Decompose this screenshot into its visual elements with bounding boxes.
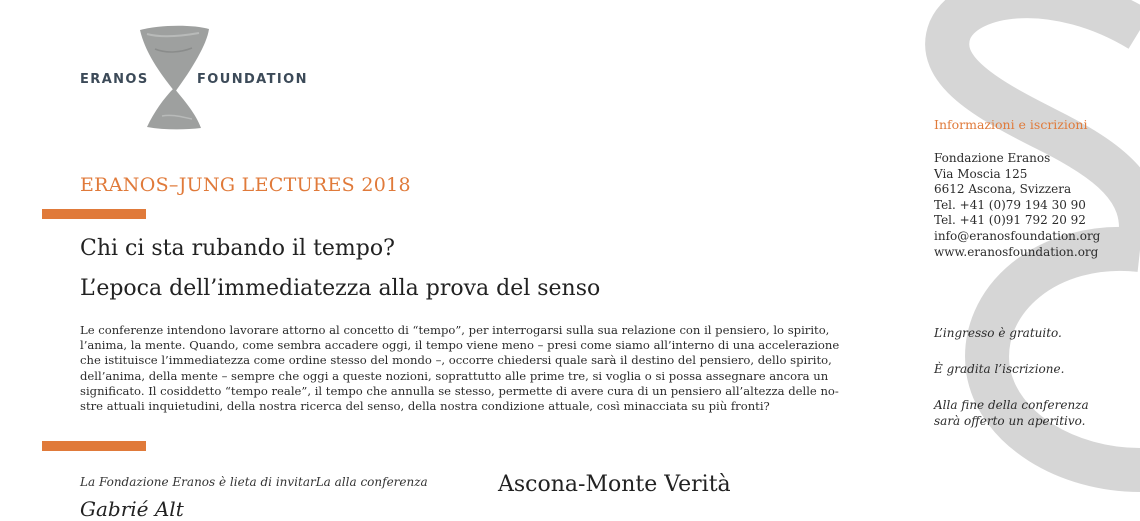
accent-divider xyxy=(42,209,146,219)
cut-off-text: Gabrié Alt xyxy=(80,497,184,521)
contact-phone: Tel. +41 (0)79 194 30 90 xyxy=(934,197,1086,212)
note-aperitif-line: Alla fine della conferenza xyxy=(934,398,1089,412)
contact-city: 6612 Ascona, Svizzera xyxy=(934,182,1072,197)
description-line: significato. Il cosiddetto “tempo reale”, il tempo che annulla se stesso, permette di avere cura di un pensiero all’altezza delle no- xyxy=(80,383,839,398)
lecture-description xyxy=(80,323,906,414)
venue-name: Ascona-Monte Verità xyxy=(498,472,731,497)
description-line: dell’anima, della mente – sempre che oggi a queste nozioni, soprattutto alle prime tre, si voglia o si possa assegnare ancora un xyxy=(80,368,829,383)
description-line: l’anima, la mente. Quando, come sembra accadere oggi, il tempo viene meno – presi come siamo all’interno di una accelerazione xyxy=(80,338,840,353)
logo-word-eranos: ERANOS xyxy=(80,72,149,87)
description-line: stre attuali inquietudini, della nostra ricerca del senso, della nostra condizione attuale, così minacciata su più fronti? xyxy=(80,399,770,414)
logo-stone-bottom-icon xyxy=(146,86,202,130)
contact-name: Fondazione Eranos xyxy=(934,151,1051,165)
contact-email: info@eranosfoundation.org xyxy=(934,228,1101,243)
lecture-subtitle: L’epoca dell’immediatezza alla prova del senso xyxy=(80,276,601,301)
info-heading: Informazioni e iscrizioni xyxy=(934,117,1088,132)
contact-street: Via Moscia 125 xyxy=(934,166,1028,181)
accent-divider xyxy=(42,441,146,451)
series-title: ERANOS–JUNG LECTURES 2018 xyxy=(80,174,411,196)
note-registration: È gradita l’iscrizione. xyxy=(934,362,1065,376)
contact-website: www.eranosfoundation.org xyxy=(934,244,1099,259)
description-line: Le conferenze intendono lavorare attorno al concetto di “tempo”, per interrogarsi sulla sua relazione con il pensiero, lo spirito, xyxy=(80,323,830,337)
invitation-text: La Fondazione Eranos è lieta di invitarLa alla conferenza xyxy=(80,475,428,489)
note-aperitif xyxy=(934,397,1089,429)
contact-block xyxy=(934,151,1100,260)
contact-phone: Tel. +41 (0)91 792 20 92 xyxy=(934,213,1086,228)
note-aperitif-line: sarà offerto un aperitivo. xyxy=(934,414,1086,428)
note-free-entry: L’ingresso è gratuito. xyxy=(934,326,1062,340)
description-line: che istituisce l’immediatezza come ordine stesso del mondo –, occorre chiedersi quale sarà il destino del pensiero, dello spirito, xyxy=(80,353,832,368)
lecture-title: Chi ci sta rubando il tempo? xyxy=(80,236,395,261)
logo-word-foundation: FOUNDATION xyxy=(197,72,308,87)
